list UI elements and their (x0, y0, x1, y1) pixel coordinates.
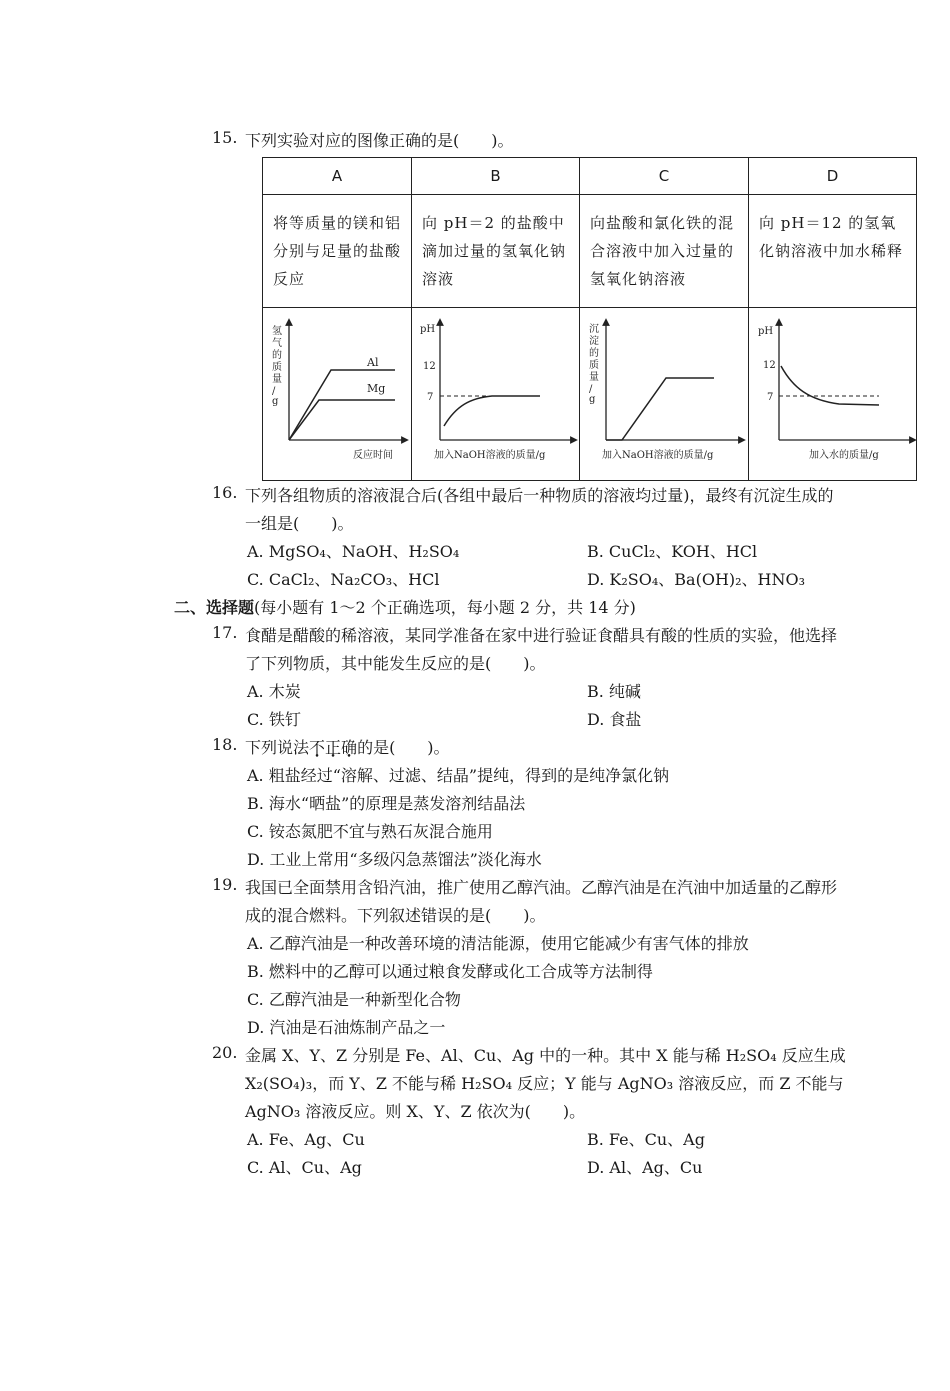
q17-stem-line1: 食醋是醋酸的稀溶液，某同学准备在家中进行验证食醋具有酸的性质的实验，他选择 (245, 626, 838, 645)
graph-c-xlabel: 加入NaOH溶液的质量/g (602, 450, 714, 461)
graph-b-ytick-12: 12 (423, 361, 436, 372)
graph-c-line (606, 378, 714, 440)
q15-table (262, 157, 917, 481)
graph-d-cell (749, 308, 917, 481)
q17-stem-line2: 了下列物质，其中能发生反应的是( )。 (245, 654, 546, 673)
graph-a-xlabel: 反应时间 (353, 450, 393, 461)
desc-d: 向 pH＝12 的氢氧化钠溶液中加水稀释 (749, 195, 917, 308)
q16-option-c: C. CaCl₂、Na₂CO₃、HCl (247, 570, 440, 589)
graph-d (749, 308, 918, 476)
graph-a-mg-line (289, 400, 395, 440)
q18-option-a: A. 粗盐经过“溶解、过滤、结晶”提纯，得到的是纯净氯化钠 (247, 766, 670, 785)
q20-number: 20. (212, 1043, 238, 1062)
q19-stem-line1: 我国已全面禁用含铅汽油，推广使用乙醇汽油。乙醇汽油是在汽油中加适量的乙醇形 (245, 878, 838, 897)
q20-option-a: A. Fe、Ag、Cu (247, 1130, 365, 1149)
q16-option-a: A. MgSO₄、NaOH、H₂SO₄ (247, 542, 460, 561)
q18-stem-pre: 下列说法 (245, 738, 310, 757)
q16-stem-line2: 一组是( )。 (245, 514, 354, 533)
q19-option-c: C. 乙醇汽油是一种新型化合物 (247, 990, 461, 1009)
q18-option-d: D. 工业上常用“多级闪急蒸馏法”淡化海水 (247, 850, 542, 869)
q19-option-d: D. 汽油是石油炼制产品之一 (247, 1018, 446, 1037)
q16-option-d: D. K₂SO₄、Ba(OH)₂、HNO₃ (587, 570, 806, 589)
graph-c-ylabel: 沉淀的 质量/ g (589, 324, 599, 405)
q17-option-b: B. 纯碱 (587, 682, 641, 701)
q17-option-c: C. 铁钉 (247, 710, 301, 729)
q18-stem-post: 的是( )。 (357, 738, 450, 757)
header-b: B (412, 158, 580, 195)
graph-b-ytick-7: 7 (427, 392, 434, 403)
graph-a-al-label: Al (367, 356, 379, 369)
q15-stem: 下列实验对应的图像正确的是( )。 (245, 131, 514, 150)
graph-b-xlabel: 加入NaOH溶液的质量/g (434, 450, 546, 461)
q18-number: 18. (212, 735, 238, 754)
q17-number: 17. (212, 623, 238, 642)
q18-stem (245, 735, 450, 758)
q20-stem-line3: AgNO₃ 溶液反应。则 X、Y、Z 依次为( )。 (245, 1102, 586, 1121)
graph-c-cell (580, 308, 749, 481)
graph-a-al-line (289, 370, 395, 440)
graph-d-ytick-7: 7 (767, 392, 774, 403)
q16-stem-line1: 下列各组物质的溶液混合后(各组中最后一种物质的溶液均过量)，最终有沉淀生成的 (245, 486, 834, 505)
q18-option-b: B. 海水“晒盐”的原理是蒸发溶剂结晶法 (247, 794, 526, 813)
graph-b-ylabel: pH (420, 324, 436, 335)
q17-option-a: A. 木炭 (247, 682, 301, 701)
graph-d-ytick-12: 12 (763, 360, 776, 371)
graph-d-curve (781, 366, 879, 405)
q16-number: 16. (212, 483, 238, 502)
q19-option-a: A. 乙醇汽油是一种改善环境的清洁能源，使用它能减少有害气体的排放 (247, 934, 749, 953)
graph-a-mg-label: Mg (367, 382, 386, 395)
q18-emphasis-3: 确 (341, 738, 358, 757)
q18-option-c: C. 铵态氮肥不宜与熟石灰混合施用 (247, 822, 493, 841)
desc-b: 向 pH＝2 的盐酸中滴加过量的氢氧化钠溶液 (412, 195, 580, 308)
q18-emphasis-1: 不 (309, 738, 326, 757)
section2-note: (每小题有 1～2 个正确选项，每小题 2 分，共 14 分) (254, 598, 636, 617)
section2-title: 二、选择题 (174, 598, 255, 617)
q20-option-c: C. Al、Cu、Ag (247, 1158, 362, 1177)
graph-b-curve (444, 396, 540, 426)
graph-b (412, 308, 579, 476)
desc-c: 向盐酸和氯化铁的混合溶液中加入过量的氢氧化钠溶液 (580, 195, 749, 308)
graph-b-cell (412, 308, 580, 481)
graph-a-cell (263, 308, 412, 481)
header-d: D (749, 158, 917, 195)
header-c: C (580, 158, 749, 195)
q15-number: 15. (212, 128, 238, 147)
graph-d-ylabel: pH (758, 326, 774, 337)
q16-option-b: B. CuCl₂、KOH、HCl (587, 542, 758, 561)
q20-option-d: D. Al、Ag、Cu (587, 1158, 703, 1177)
q18-emphasis-2: 正 (325, 738, 342, 757)
q19-stem-line2: 成的混合燃料。下列叙述错误的是( )。 (245, 906, 546, 925)
section2-heading (174, 595, 636, 618)
graph-c (580, 308, 748, 476)
graph-d-xlabel: 加入水的质量/g (809, 450, 879, 461)
graph-a (263, 308, 411, 476)
q20-option-b: B. Fe、Cu、Ag (587, 1130, 705, 1149)
q19-number: 19. (212, 875, 238, 894)
desc-a: 将等质量的镁和铝分别与足量的盐酸反应 (263, 195, 412, 308)
graph-a-ylabel: 氢气的 质量/ g (272, 326, 282, 407)
q19-option-b: B. 燃料中的乙醇可以通过粮食发酵或化工合成等方法制得 (247, 962, 653, 981)
q20-stem-line2: X₂(SO₄)₃，而 Y、Z 不能与稀 H₂SO₄ 反应；Y 能与 AgNO₃ 溶液反应，而 Z 不能与 (245, 1074, 844, 1093)
q20-stem-line1: 金属 X、Y、Z 分别是 Fe、Al、Cu、Ag 中的一种。其中 X 能与稀 H₂SO₄ 反应生成 (245, 1046, 846, 1065)
header-a: A (263, 158, 412, 195)
q17-option-d: D. 食盐 (587, 710, 642, 729)
